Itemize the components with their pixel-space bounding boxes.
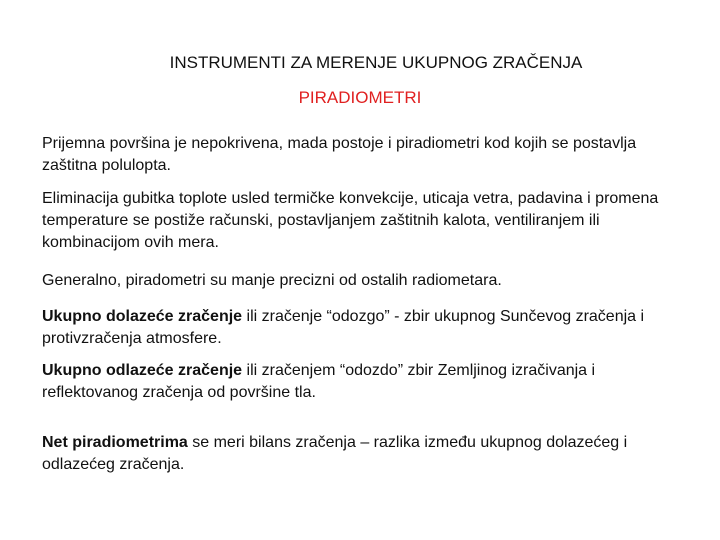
paragraph-incoming-radiation: [42, 306, 682, 350]
definition-outgoing-radiation: ili zračenjem “odozdo” zbir Zemljinog izračivanja i reflektovanog zračenja od površine tla.: [42, 362, 596, 401]
paragraph-receiving-surface: Prijemna površina je nepokrivena, mada postoje i piradiometri kod kojih se postavlja zaštitna polulopta.: [42, 135, 637, 174]
slide-subtitle: PIRADIOMETRI: [298, 88, 422, 107]
slide-title: INSTRUMENTI ZA MERENJE UKUPNOG ZRAČENJA: [169, 53, 583, 72]
definition-incoming-radiation: ili zračenje “odozgo” - zbir ukupnog Sunčevog zračenja i protivzračenja atmosfere.: [42, 308, 645, 347]
term-incoming-radiation: Ukupno dolazeće zračenje: [42, 308, 243, 325]
paragraph-precision: Generalno, piradometri su manje precizni od ostalih radiometara.: [42, 272, 502, 289]
paragraph-heat-loss-elimination: Eliminacija gubitka toplote usled termičke konvekcije, uticaja vetra, padavina i promena temperature se postiže računski, postavljanjem zaštitnih kalota, ventiliranjem ili kombinacijom ovih mera.: [42, 190, 659, 251]
paragraph-net-pyradiometer: [42, 432, 682, 476]
paragraph-outgoing-radiation: [42, 360, 682, 404]
term-net-pyradiometer: Net piradiometrima: [42, 434, 188, 451]
definition-net-pyradiometer: se meri bilans zračenja – razlika između ukupnog dolazećeg i odlazećeg zračenja.: [42, 434, 628, 473]
term-outgoing-radiation: Ukupno odlazeće zračenje: [42, 362, 243, 379]
